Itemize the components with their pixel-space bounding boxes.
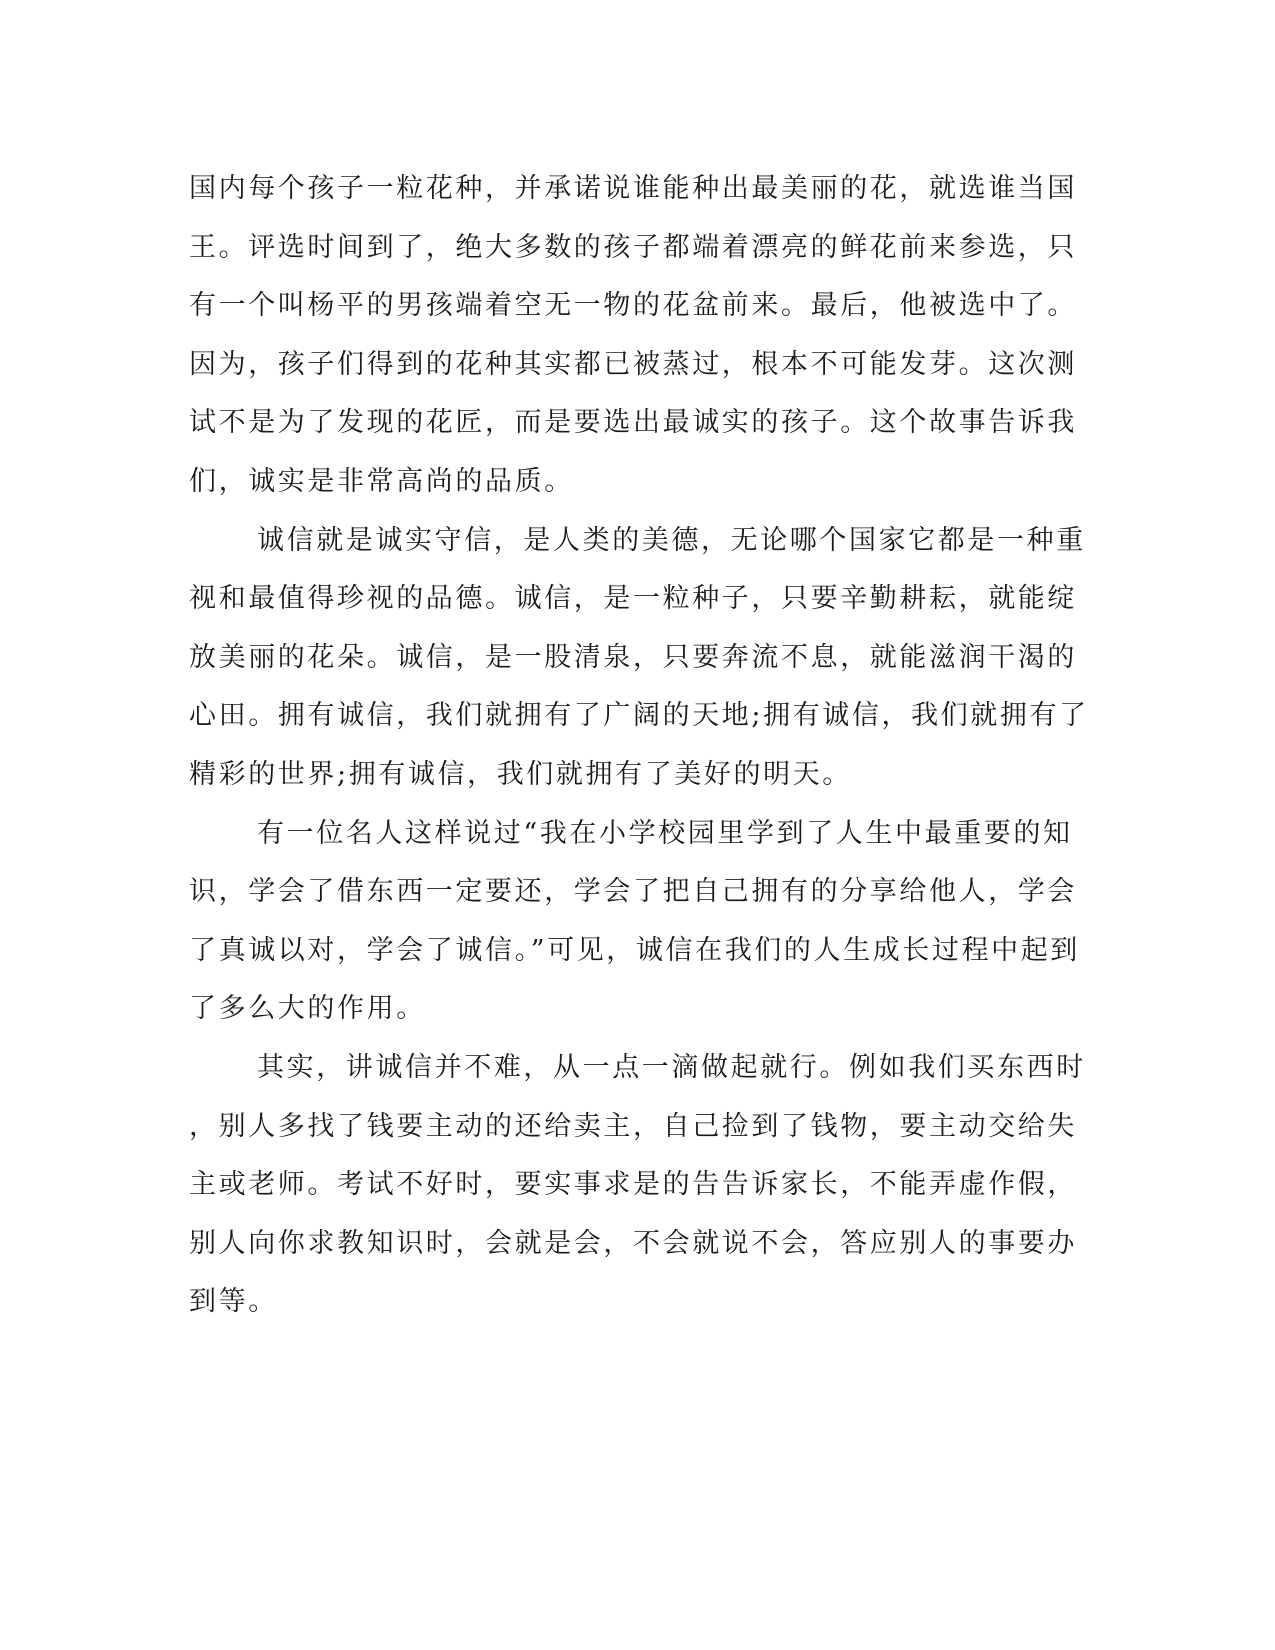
text-line: 放美丽的花朵。诚信，是一股清泉，只要奔流不息，就能滋润干渴的 [189, 641, 1077, 673]
text-line: 精彩的世界;拥有诚信，我们就拥有了美好的明天。 [189, 758, 852, 790]
text-line: 识，学会了借东西一定要还，学会了把自己拥有的分享给他人，学会 [189, 876, 1077, 908]
text-line: 其实，讲诚信并不难，从一点一滴做起就行。例如我们买东西时 [257, 1051, 1086, 1083]
text-line: 诚信就是诚实守信，是人类的美德，无论哪个国家它都是一种重 [257, 524, 1086, 556]
text-line: ，别人多找了钱要主动的还给卖主，自己捡到了钱物，要主动交给失 [189, 1110, 1077, 1142]
text-line: 因为，孩子们得到的花种其实都已被蒸过，根本不可能发芽。这次测 [189, 348, 1077, 380]
text-line: 试不是为了发现的花匠，而是要选出最诚实的孩子。这个故事告诉我 [189, 407, 1077, 439]
text-line: 有一个叫杨平的男孩端着空无一物的花盆前来。最后，他被选中了。 [189, 290, 1077, 322]
document-body [189, 160, 1089, 1332]
text-line: 王。评选时间到了，绝大多数的孩子都端着漂亮的鲜花前来参选，只 [189, 231, 1077, 263]
paragraph-4 [189, 1039, 1086, 1332]
text-line: 心田。拥有诚信，我们就拥有了广阔的天地;拥有诚信，我们就拥有了 [189, 700, 1089, 732]
text-line: 有一位名人这样说过“我在小学校园里学到了人生中最重要的知 [257, 817, 1073, 849]
text-line: 到等。 [189, 1286, 278, 1318]
text-line: 了多么大的作用。 [189, 993, 426, 1025]
paragraph-3 [189, 805, 1080, 1039]
text-line: 视和最值得珍视的品德。诚信，是一粒种子，只要辛勤耕耘，就能绽 [189, 583, 1077, 615]
paragraph-2 [189, 512, 1089, 805]
text-line: 们，诚实是非常高尚的品质。 [189, 465, 574, 497]
text-line: 别人向你求教知识时，会就是会，不会就说不会，答应别人的事要办 [189, 1227, 1077, 1259]
text-line: 主或老师。考试不好时，要实事求是的告告诉家长，不能弄虚作假， [189, 1169, 1077, 1201]
paragraph-1 [189, 160, 1077, 512]
text-line: 了真诚以对，学会了诚信。”可见，诚信在我们的人生成长过程中起到 [189, 934, 1080, 966]
text-line: 国内每个孩子一粒花种，并承诺说谁能种出最美丽的花，就选谁当国 [189, 173, 1077, 204]
